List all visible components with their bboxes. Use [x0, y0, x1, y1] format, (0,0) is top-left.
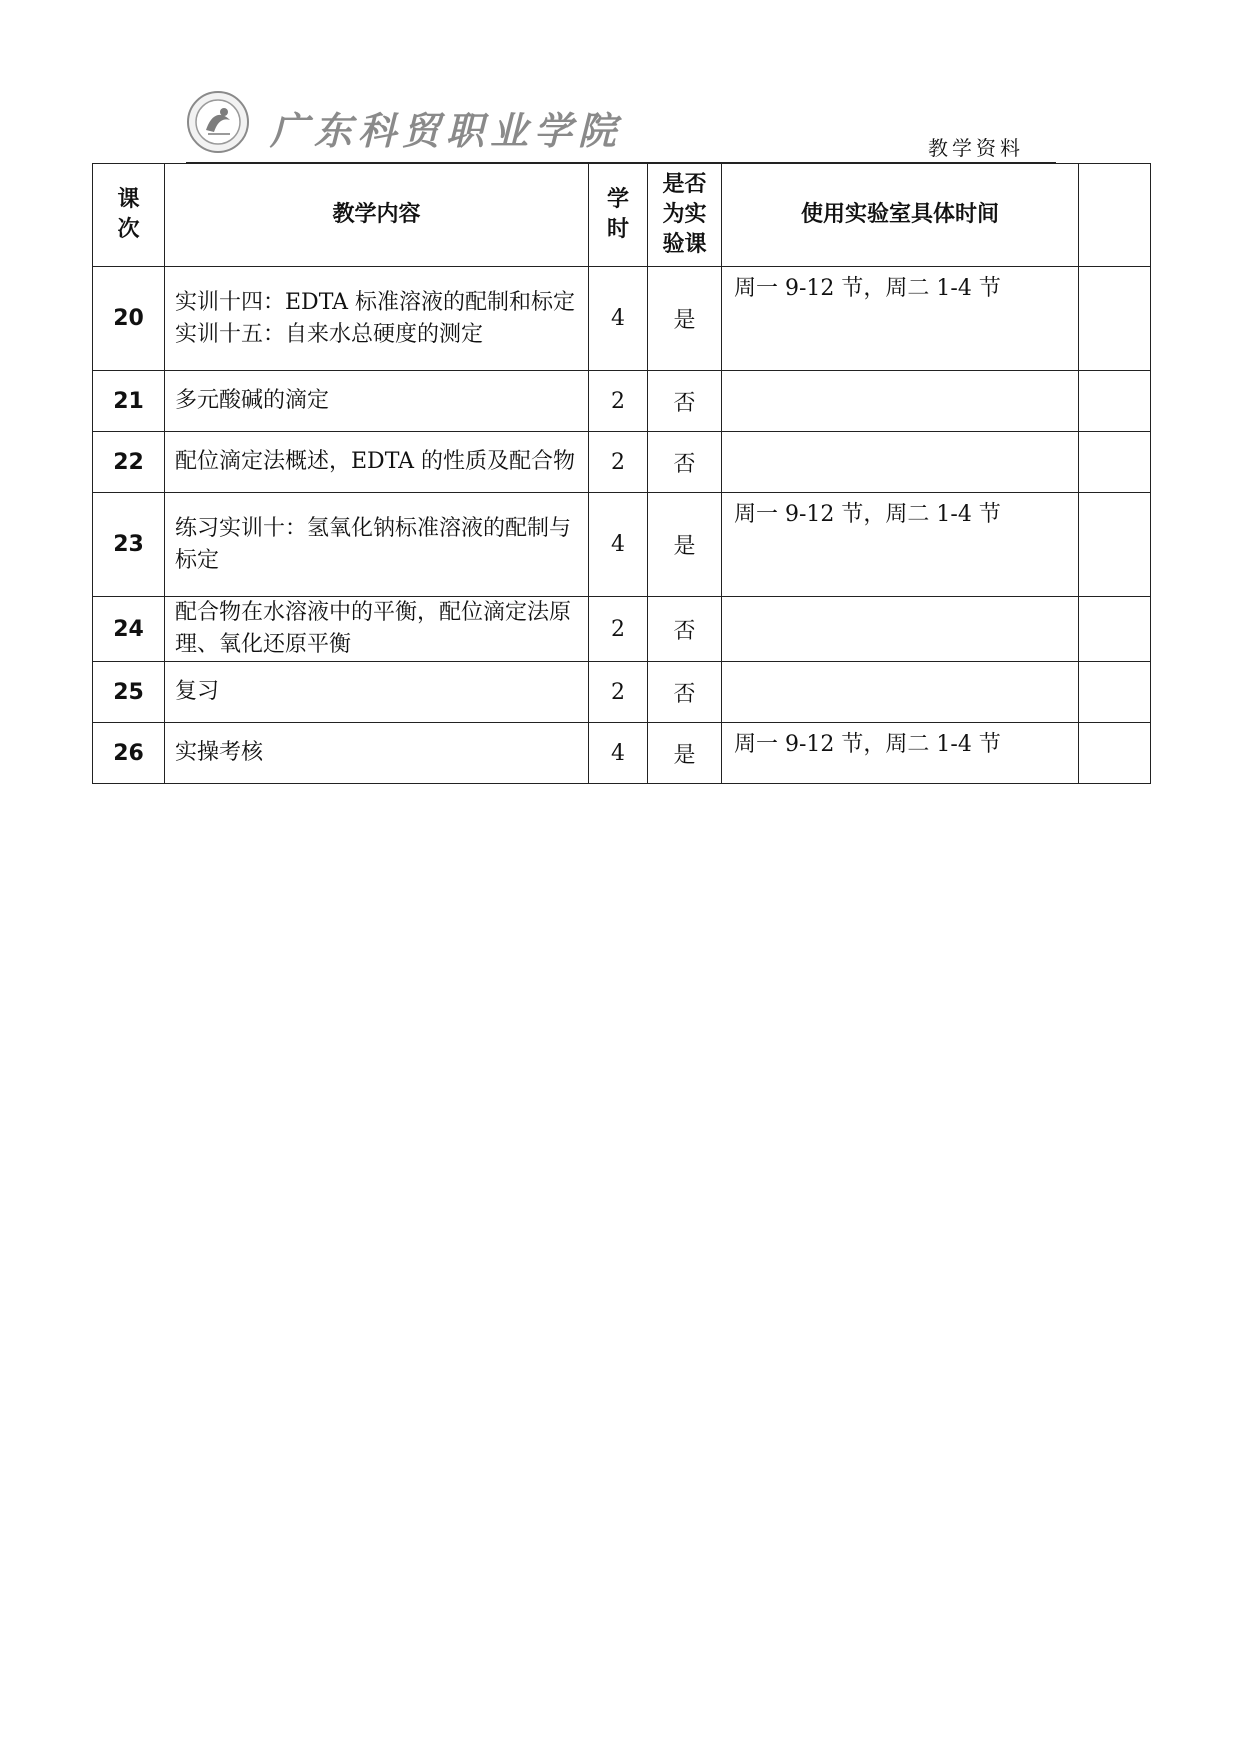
lab-time-cell: 周一 9-12 节，周二 1-4 节: [722, 723, 1079, 784]
lab-time-cell: 周一 9-12 节，周二 1-4 节: [722, 267, 1079, 371]
hours-cell: 2: [589, 371, 648, 432]
header-is-lab: 是否为实验课: [648, 164, 722, 267]
lesson-no-cell: 25: [93, 662, 165, 723]
lab-time-cell: [722, 371, 1079, 432]
hours-cell: 2: [589, 662, 648, 723]
is-lab-cell: 否: [648, 662, 722, 723]
document-tag: 教学资料: [928, 136, 1024, 160]
lesson-no-cell: 23: [93, 493, 165, 597]
extra-cell: [1079, 267, 1151, 371]
school-name: 广东科贸职业学院: [270, 108, 623, 153]
extra-cell: [1079, 493, 1151, 597]
is-lab-cell: 是: [648, 723, 722, 784]
header-lesson-no: 课次: [93, 164, 165, 267]
header-hours: 学时: [589, 164, 648, 267]
content-cell: 实训十四：EDTA 标准溶液的配制和标定 实训十五：自来水总硬度的测定: [165, 267, 589, 371]
header-extra: [1079, 164, 1151, 267]
lab-time-cell: [722, 662, 1079, 723]
lab-time-cell: [722, 597, 1079, 662]
is-lab-cell: 是: [648, 267, 722, 371]
extra-cell: [1079, 662, 1151, 723]
lesson-no-cell: 20: [93, 267, 165, 371]
extra-cell: [1079, 723, 1151, 784]
lesson-no-cell: 22: [93, 432, 165, 493]
table-row: [93, 723, 1151, 784]
lesson-no-cell: 24: [93, 597, 165, 662]
extra-cell: [1079, 432, 1151, 493]
school-logo-icon: [186, 90, 250, 154]
lab-time-cell: 周一 9-12 节，周二 1-4 节: [722, 493, 1079, 597]
content-cell: 练习实训十：氢氧化钠标准溶液的配制与标定: [165, 493, 589, 597]
extra-cell: [1079, 371, 1151, 432]
hours-cell: 2: [589, 432, 648, 493]
lesson-no-cell: 21: [93, 371, 165, 432]
course-schedule-table: [92, 163, 1151, 784]
lab-time-cell: [722, 432, 1079, 493]
table-row: [93, 597, 1151, 662]
hours-cell: 2: [589, 597, 648, 662]
content-cell: 配合物在水溶液中的平衡，配位滴定法原理、氧化还原平衡: [165, 597, 589, 662]
hours-cell: 4: [589, 493, 648, 597]
table-row: [93, 267, 1151, 371]
content-cell: 复习: [165, 662, 589, 723]
table-row: [93, 432, 1151, 493]
is-lab-cell: 否: [648, 371, 722, 432]
hours-cell: 4: [589, 723, 648, 784]
is-lab-cell: 是: [648, 493, 722, 597]
table-row: [93, 371, 1151, 432]
header-content: 教学内容: [165, 164, 589, 267]
content-cell: 实操考核: [165, 723, 589, 784]
extra-cell: [1079, 597, 1151, 662]
content-cell: 多元酸碱的滴定: [165, 371, 589, 432]
table-header-row: [93, 164, 1151, 267]
table-row: [93, 493, 1151, 597]
content-cell: 配位滴定法概述，EDTA 的性质及配合物: [165, 432, 589, 493]
page-header: [186, 86, 1056, 166]
hours-cell: 4: [589, 267, 648, 371]
table-row: [93, 662, 1151, 723]
header-lab-time: 使用实验室具体时间: [722, 164, 1079, 267]
is-lab-cell: 否: [648, 432, 722, 493]
lesson-no-cell: 26: [93, 723, 165, 784]
is-lab-cell: 否: [648, 597, 722, 662]
